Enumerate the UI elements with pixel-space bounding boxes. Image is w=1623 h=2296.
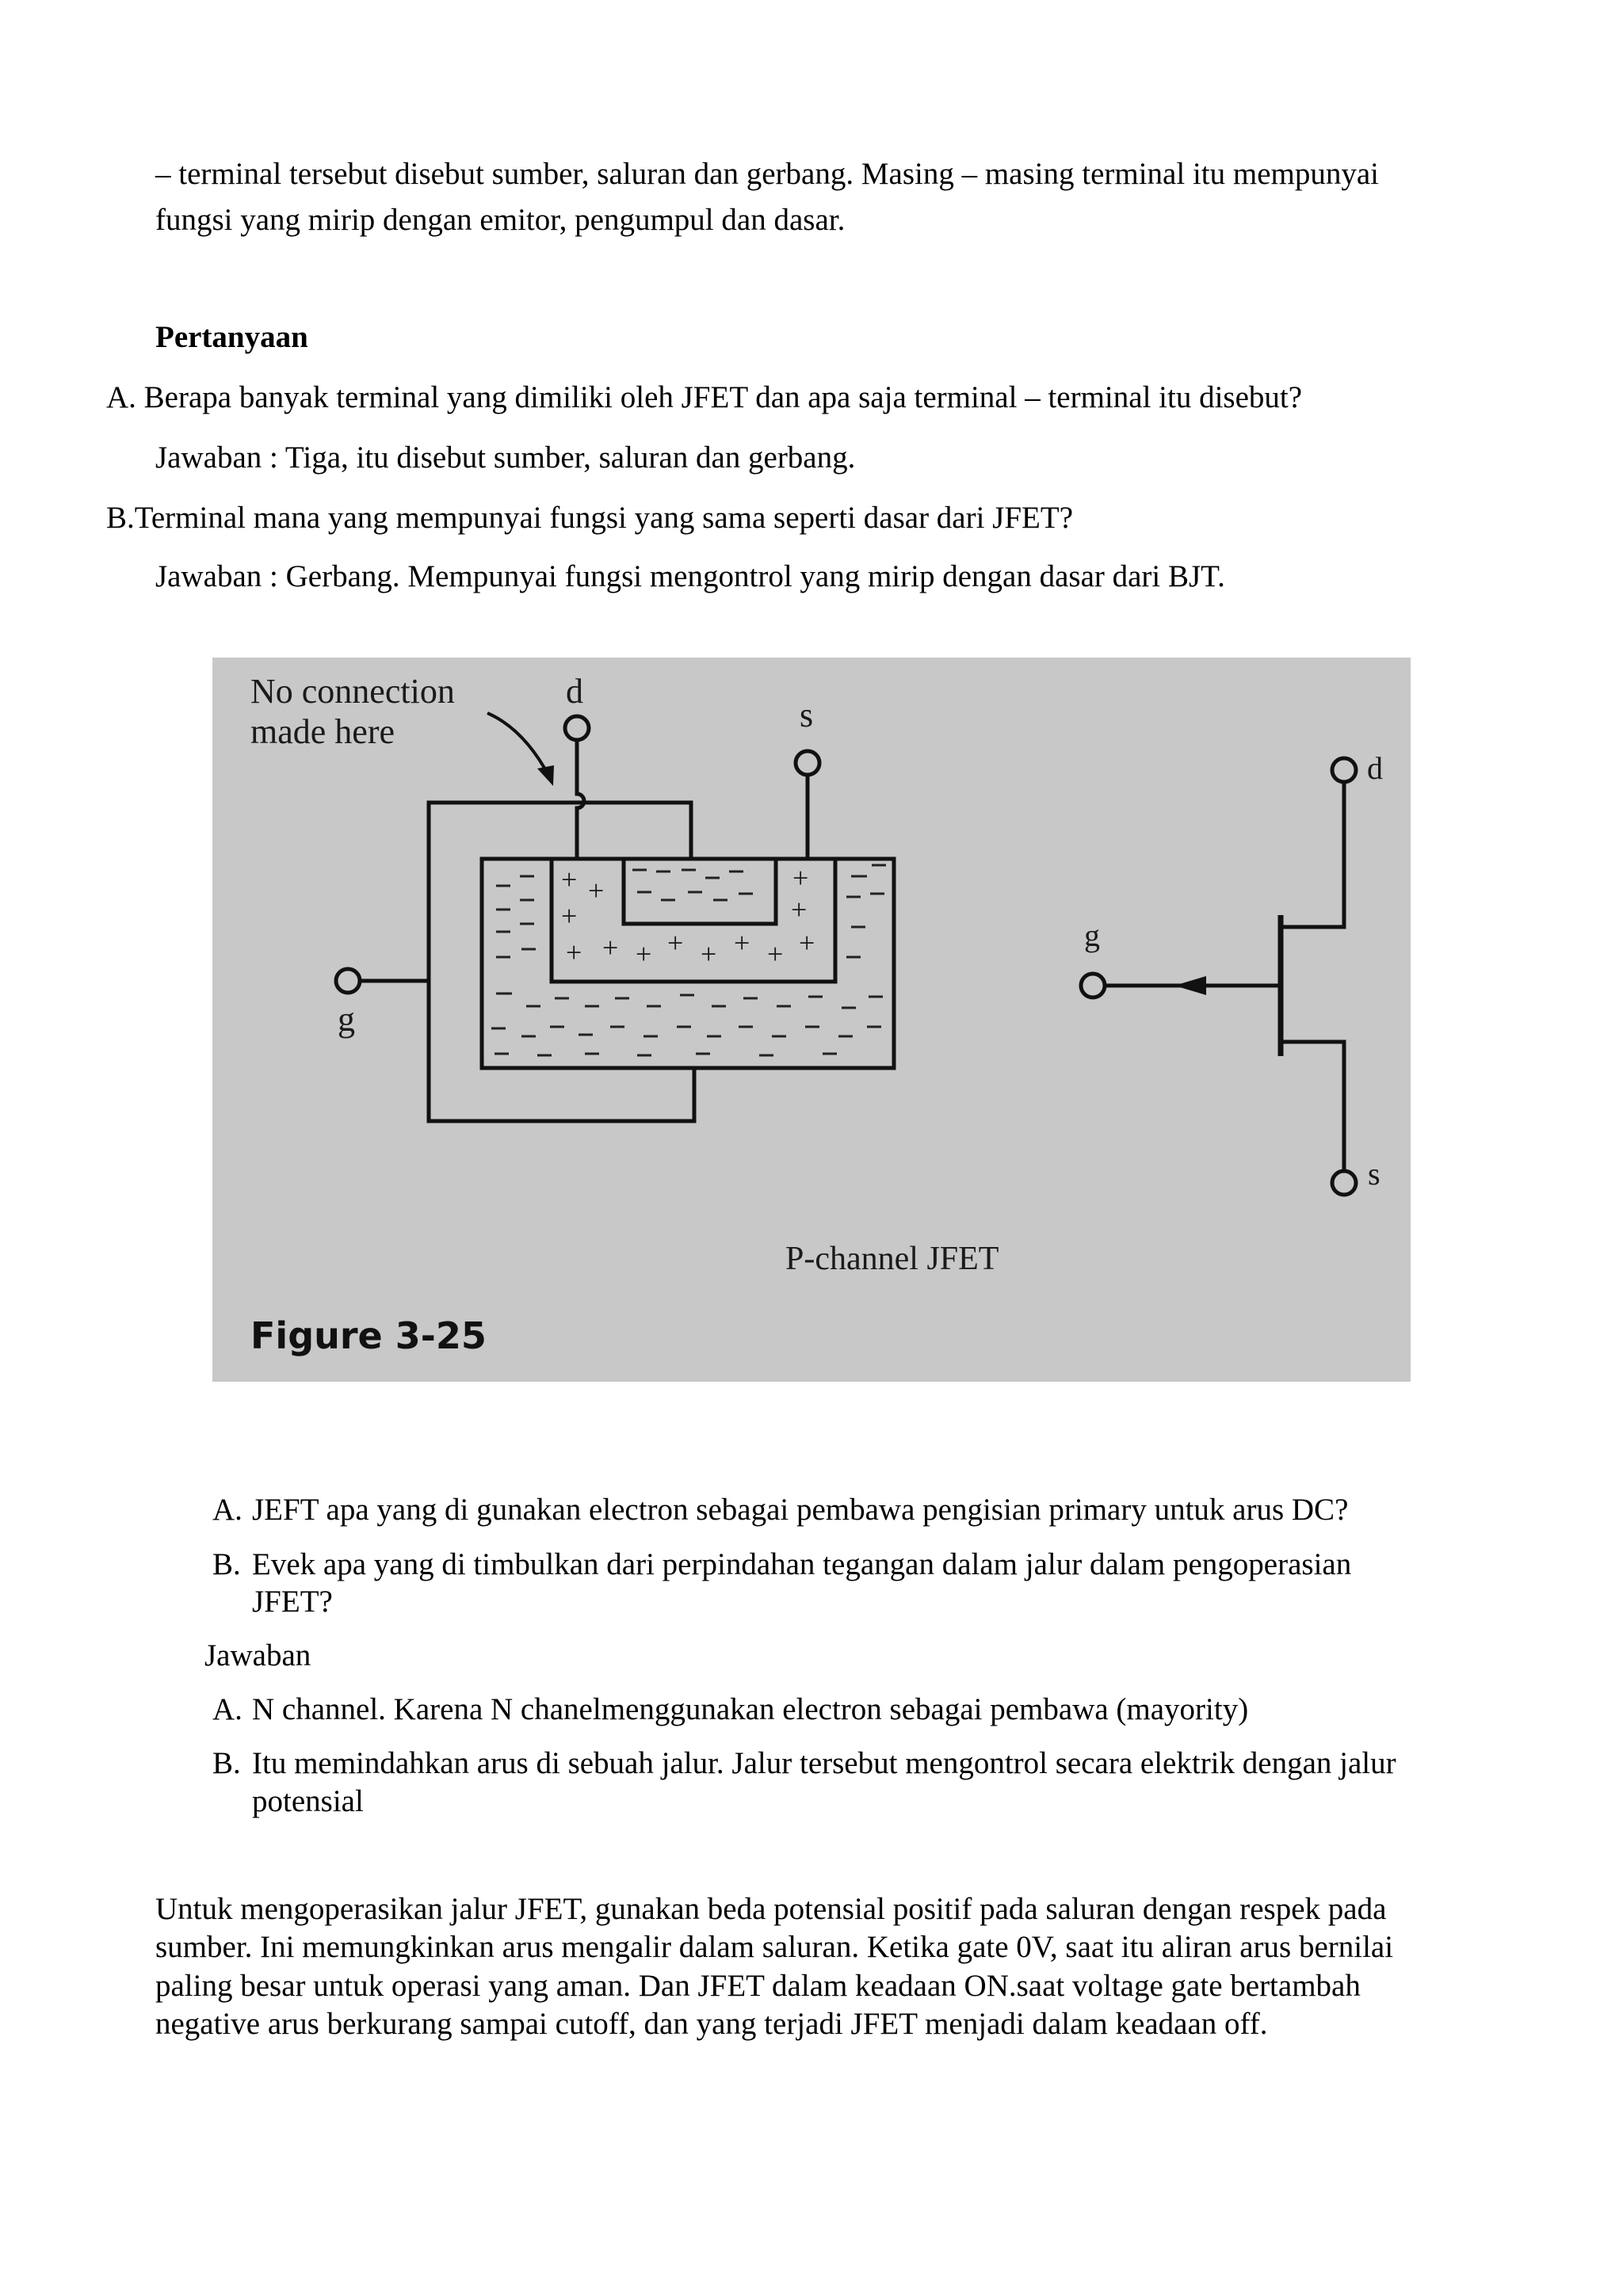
closing-line-4: negative arus berkurang sampai cutoff, dan yang terjadi JFET menjadi dalam keadaan off.: [155, 2007, 1268, 2041]
source-label: s: [800, 696, 814, 734]
gate-wire-loop: [429, 803, 694, 1121]
symbol-drain-terminal: [1332, 758, 1356, 782]
answer-heading: Jawaban: [204, 1638, 311, 1672]
gate-terminal: [336, 969, 360, 993]
svg-text:+: +: [561, 864, 578, 895]
svg-text:+: +: [792, 862, 809, 894]
svg-text:+: +: [791, 894, 808, 925]
drain-label: d: [566, 672, 583, 711]
gate-label: g: [338, 1000, 355, 1039]
closing-line-2: sumber. Ini memungkinkan arus mengalir dalam saluran. Ketika gate 0V, saat itu aliran arus bernilai: [155, 1930, 1394, 1964]
jfet-figure: [212, 658, 1411, 1382]
question-a: A. Berapa banyak terminal yang dimiliki oleh JFET dan apa saja terminal – terminal itu disebut?: [106, 380, 1303, 414]
question-b: B.Terminal mana yang mempunyai fungsi yang sama seperti dasar dari JFET?: [106, 501, 1074, 535]
a2-b-text-line-1: Itu memindahkan arus di sebuah jalur. Jalur tersebut mengontrol secara elektrik dengan jalur: [252, 1746, 1396, 1780]
figure-subtitle: P-channel JFET: [785, 1241, 999, 1277]
questions-heading: Pertanyaan: [155, 320, 308, 354]
a2-b-marker: B.: [212, 1746, 241, 1780]
q2-a-marker: A.: [212, 1493, 242, 1527]
symbol-drain-lead: [1281, 782, 1344, 927]
symbol-gate-terminal: [1081, 974, 1105, 997]
symbol-drain-label: d: [1367, 750, 1383, 786]
svg-text:+: +: [767, 938, 784, 970]
q2-b-text-line-2: JFET?: [252, 1585, 333, 1619]
intro-line-2: fungsi yang mirip dengan emitor, pengumpul dan dasar.: [155, 203, 846, 237]
svg-text:+: +: [636, 938, 652, 970]
symbol-source-label: s: [1368, 1156, 1381, 1192]
jfet-figure-drawing: [212, 658, 1411, 1382]
a2-b-text-line-2: potensial: [252, 1784, 364, 1818]
svg-text:+: +: [561, 900, 578, 932]
symbol-gate-label: g: [1084, 917, 1100, 953]
symbol-source-terminal: [1332, 1171, 1356, 1195]
answer-a: Jawaban : Tiga, itu disebut sumber, saluran dan gerbang.: [155, 441, 856, 475]
annotation-arrowhead: [537, 765, 554, 786]
drain-lead: [577, 740, 584, 859]
drain-terminal: [565, 716, 589, 740]
q2-b-marker: B.: [212, 1547, 241, 1581]
annotation-arrow: [487, 713, 549, 776]
svg-text:+: +: [701, 938, 717, 970]
q2-b-text-line-1: Evek apa yang di timbulkan dari perpindahan tegangan dalam jalur dalam pengoperasian: [252, 1547, 1352, 1581]
intro-line-1: – terminal tersebut disebut sumber, saluran dan gerbang. Masing – masing terminal itu mempunyai: [155, 157, 1380, 191]
q2-a-text: JEFT apa yang di gunakan electron sebagai pembawa pengisian primary untuk arus DC?: [252, 1493, 1349, 1527]
figure-caption: Figure 3-25: [250, 1314, 487, 1357]
svg-text:+: +: [734, 927, 750, 959]
a2-a-marker: A.: [212, 1692, 242, 1726]
note-line-2: made here: [250, 712, 395, 751]
note-line-1: No connection: [250, 672, 455, 711]
svg-text:+: +: [588, 875, 605, 906]
closing-line-1: Untuk mengoperasikan jalur JFET, gunakan beda potensial positif pada saluran dengan respek pada: [155, 1892, 1387, 1926]
symbol-gate-arrow: [1174, 976, 1206, 995]
answer-b: Jawaban : Gerbang. Mempunyai fungsi mengontrol yang mirip dengan dasar dari BJT.: [155, 559, 1225, 593]
svg-text:+: +: [602, 932, 619, 963]
svg-text:+: +: [667, 927, 684, 959]
svg-text:+: +: [566, 936, 582, 968]
a2-a-text: N channel. Karena N chanelmenggunakan electron sebagai pembawa (mayority): [252, 1692, 1249, 1726]
source-terminal: [796, 751, 819, 775]
symbol-source-lead: [1281, 1042, 1344, 1171]
svg-text:+: +: [799, 927, 815, 959]
n-substrate: [482, 859, 894, 1068]
closing-line-3: paling besar untuk operasi yang aman. Dan JFET dalam keadaan ON.saat voltage gate bertambah: [155, 1969, 1361, 2003]
